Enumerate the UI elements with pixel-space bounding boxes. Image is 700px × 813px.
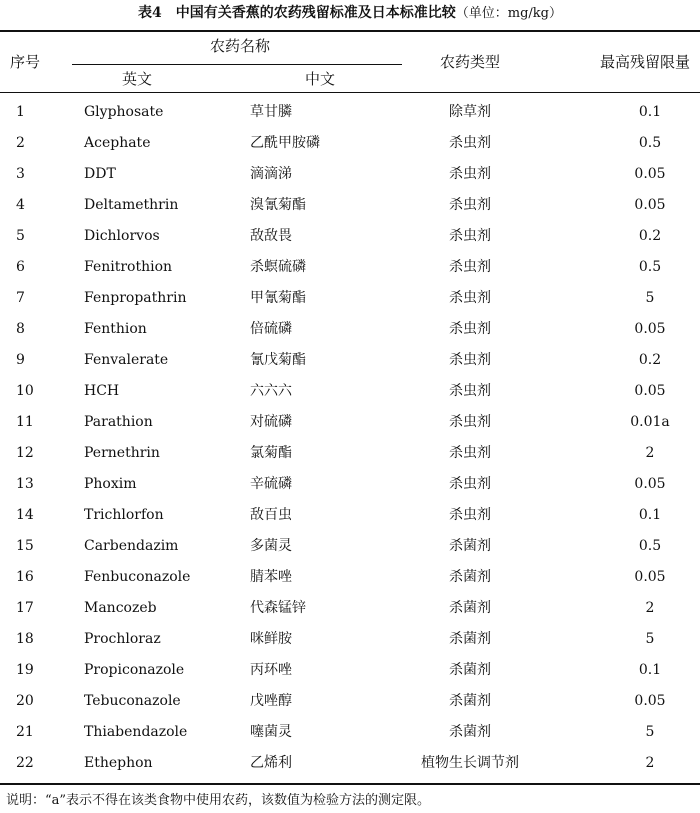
row-number: 20: [16, 693, 34, 709]
max-residue-limit: 0.05: [634, 476, 666, 492]
header-name-group: 农药名称: [209, 37, 270, 55]
table-row: [0, 500, 700, 531]
pesticide-type: 杀虫剂: [449, 383, 491, 399]
max-residue-limit: 0.1: [638, 507, 662, 523]
table-row: [0, 469, 700, 500]
english-name: DDT: [84, 166, 116, 182]
chinese-name: 辛硫磷: [250, 476, 292, 492]
row-number: 14: [16, 507, 34, 523]
english-name: Phoxim: [84, 476, 137, 492]
table-row: [0, 562, 700, 593]
english-name: Ethephon: [84, 755, 153, 771]
pesticide-type: 杀虫剂: [449, 290, 491, 306]
english-name: Carbendazim: [84, 538, 179, 554]
chinese-name: 草甘膦: [250, 104, 292, 120]
row-number: 1: [16, 104, 25, 120]
table-title-unit: （单位：mg/kg）: [455, 6, 562, 21]
row-number: 16: [16, 569, 34, 585]
english-name: Fenbuconazole: [84, 569, 191, 585]
table-row: [0, 717, 700, 748]
chinese-name: 乙烯利: [250, 755, 292, 771]
max-residue-limit: 0.1: [638, 104, 662, 120]
english-name: HCH: [84, 383, 120, 399]
pesticide-type: 杀菌剂: [449, 600, 491, 616]
table-row: [0, 283, 700, 314]
pesticide-type: 杀菌剂: [449, 693, 491, 709]
row-number: 4: [16, 197, 25, 213]
table-row: [0, 438, 700, 469]
row-number: 3: [16, 166, 25, 182]
max-residue-limit: 2: [645, 600, 655, 616]
table-title: [0, 4, 700, 23]
chinese-name: 多菌灵: [250, 538, 292, 554]
max-residue-limit: 0.05: [634, 321, 666, 337]
english-name: Fenitrothion: [84, 259, 173, 275]
table-row: [0, 159, 700, 190]
table-row: [0, 97, 700, 128]
chinese-name: 六六六: [250, 383, 292, 399]
pesticide-type: 杀虫剂: [449, 352, 491, 368]
pesticide-type: 杀虫剂: [449, 445, 491, 461]
max-residue-limit: 0.05: [634, 383, 666, 399]
row-number: 17: [16, 600, 34, 616]
chinese-name: 咪鲜胺: [250, 631, 292, 647]
chinese-name: 溴氰菊酯: [250, 197, 306, 213]
chinese-name: 甲氰菊酯: [250, 290, 306, 306]
english-name: Mancozeb: [84, 600, 157, 616]
header-type: 农药类型: [439, 53, 500, 71]
pesticide-type: 杀虫剂: [449, 135, 491, 151]
row-number: 6: [16, 259, 25, 275]
max-residue-limit: 5: [645, 724, 655, 740]
row-number: 22: [16, 755, 34, 771]
chinese-name: 腈苯唑: [250, 569, 292, 585]
chinese-name: 乙酰甲胺磷: [250, 135, 320, 151]
table-row: [0, 624, 700, 655]
pesticide-type: 杀虫剂: [449, 414, 491, 430]
table-row: [0, 376, 700, 407]
english-name: Acephate: [84, 135, 151, 151]
chinese-name: 敌百虫: [250, 507, 292, 523]
table-row: [0, 407, 700, 438]
header-limit: 最高残留限量: [599, 53, 690, 71]
max-residue-limit: 2: [645, 445, 655, 461]
chinese-name: 噻菌灵: [250, 724, 292, 740]
header-rule: [0, 92, 700, 93]
max-residue-limit: 0.5: [638, 259, 662, 275]
max-residue-limit: 0.1: [638, 662, 662, 678]
row-number: 21: [16, 724, 34, 740]
pesticide-type: 杀菌剂: [449, 569, 491, 585]
english-name: Dichlorvos: [84, 228, 160, 244]
table-row: [0, 593, 700, 624]
english-name: Glyphosate: [84, 104, 164, 120]
table-row: [0, 221, 700, 252]
pesticide-type: 除草剂: [449, 104, 491, 120]
table-title-main: 表4 中国有关香蕉的农药残留标准及日本标准比较: [138, 5, 456, 21]
chinese-name: 丙环唑: [250, 662, 292, 678]
max-residue-limit: 0.05: [634, 693, 666, 709]
row-number: 18: [16, 631, 34, 647]
row-number: 11: [16, 414, 34, 430]
pesticide-type: 杀菌剂: [449, 662, 491, 678]
pesticide-type: 杀虫剂: [449, 166, 491, 182]
english-name: Fenpropathrin: [84, 290, 187, 306]
row-number: 12: [16, 445, 34, 461]
pesticide-type: 杀虫剂: [449, 259, 491, 275]
chinese-name: 对硫磷: [250, 414, 292, 430]
row-number: 15: [16, 538, 34, 554]
chinese-name: 滴滴涕: [250, 166, 292, 182]
max-residue-limit: 0.01a: [630, 414, 670, 430]
table-row: [0, 314, 700, 345]
chinese-name: 氯菊酯: [250, 445, 292, 461]
header-subrule: [72, 64, 402, 65]
english-name: Fenthion: [84, 321, 147, 337]
pesticide-type: 杀虫剂: [449, 507, 491, 523]
row-number: 5: [16, 228, 25, 244]
max-residue-limit: 5: [645, 631, 655, 647]
table-row: [0, 345, 700, 376]
row-number: 9: [16, 352, 25, 368]
english-name: Propiconazole: [84, 662, 185, 678]
chinese-name: 代森锰锌: [250, 600, 306, 616]
chinese-name: 戊唑醇: [250, 693, 292, 709]
pesticide-type: 植物生长调节剂: [421, 755, 519, 771]
max-residue-limit: 0.5: [638, 538, 662, 554]
pesticide-type: 杀菌剂: [449, 724, 491, 740]
top-rule: [0, 30, 700, 32]
english-name: Trichlorfon: [84, 507, 164, 523]
chinese-name: 敌敌畏: [250, 228, 292, 244]
pesticide-type: 杀菌剂: [449, 631, 491, 647]
english-name: Tebuconazole: [84, 693, 181, 709]
pesticide-type: 杀虫剂: [449, 321, 491, 337]
chinese-name: 倍硫磷: [250, 321, 292, 337]
table-row: [0, 252, 700, 283]
row-number: 8: [16, 321, 25, 337]
max-residue-limit: 0.2: [638, 352, 662, 368]
bottom-rule: [0, 783, 700, 785]
english-name: Deltamethrin: [84, 197, 179, 213]
max-residue-limit: 0.2: [638, 228, 662, 244]
max-residue-limit: 0.05: [634, 166, 666, 182]
pesticide-type: 杀虫剂: [449, 228, 491, 244]
max-residue-limit: 5: [645, 290, 655, 306]
row-number: 19: [16, 662, 34, 678]
max-residue-limit: 0.5: [638, 135, 662, 151]
header-english: 英文: [121, 70, 152, 88]
table-row: [0, 655, 700, 686]
table-row: [0, 748, 700, 779]
english-name: Prochloraz: [84, 631, 161, 647]
pesticide-type: 杀虫剂: [449, 476, 491, 492]
english-name: Thiabendazole: [84, 724, 188, 740]
header-no: 序号: [9, 53, 40, 71]
max-residue-limit: 0.05: [634, 569, 666, 585]
header-chinese: 中文: [304, 70, 335, 88]
table-body: [0, 97, 700, 779]
max-residue-limit: 0.05: [634, 197, 666, 213]
pesticide-type: 杀菌剂: [449, 538, 491, 554]
max-residue-limit: 2: [645, 755, 655, 771]
chinese-name: 氰戊菊酯: [250, 352, 306, 368]
english-name: Pernethrin: [84, 445, 160, 461]
footnote: 说明：“a”表示不得在该类食物中使用农药，该数值为检验方法的测定限。: [6, 793, 431, 808]
row-number: 10: [16, 383, 34, 399]
table-row: [0, 128, 700, 159]
pesticide-type: 杀虫剂: [449, 197, 491, 213]
row-number: 2: [16, 135, 25, 151]
english-name: Fenvalerate: [84, 352, 169, 368]
row-number: 7: [16, 290, 25, 306]
chinese-name: 杀螟硫磷: [250, 259, 306, 275]
row-number: 13: [16, 476, 34, 492]
english-name: Parathion: [84, 414, 153, 430]
table-row: [0, 531, 700, 562]
table-row: [0, 686, 700, 717]
table-row: [0, 190, 700, 221]
